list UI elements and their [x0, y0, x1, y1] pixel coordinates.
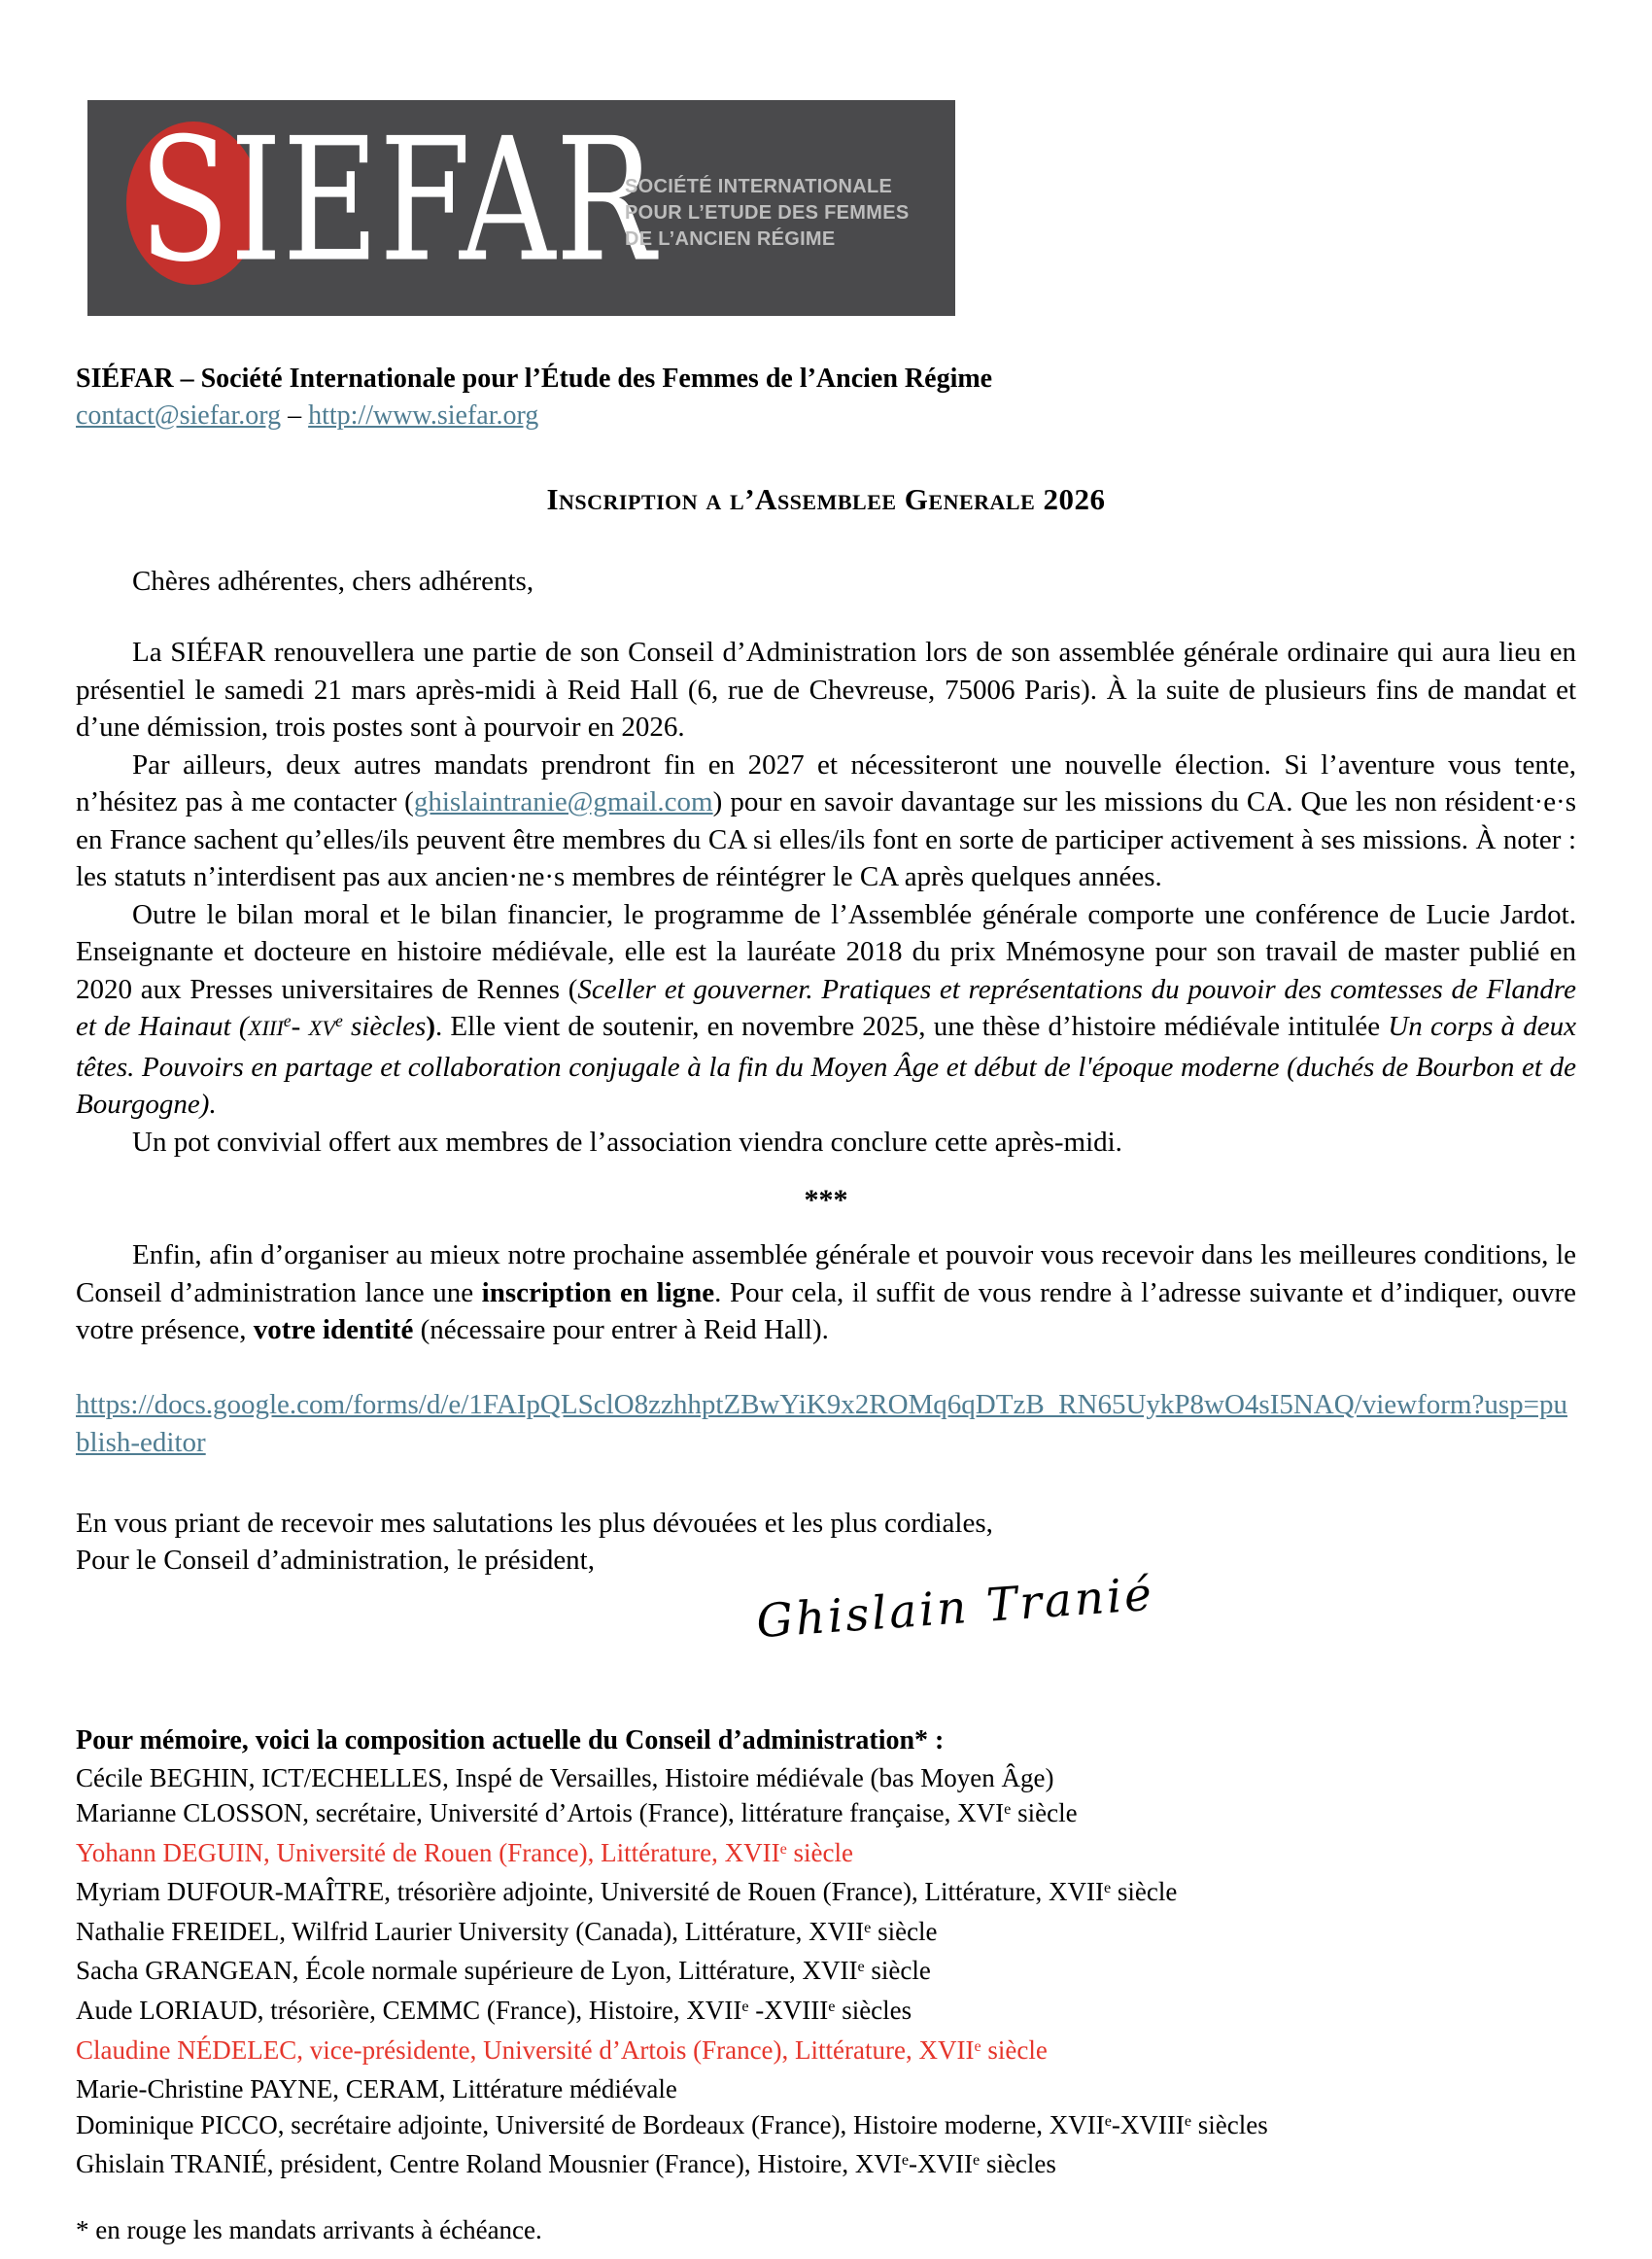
dash-separator: –	[281, 400, 309, 431]
text-segment: Sacha GRANGEAN, École normale supérieure de Lyon, Littérature, XVII	[76, 1956, 858, 1986]
council-member-row	[76, 1835, 1576, 1875]
text-segment: Ghislain TRANIÉ, président, Centre Roland Mousnier (France), Histoire, XVI	[76, 2149, 902, 2179]
text-segment: Yohann DEGUIN, Université de Rouen (France), Littérature, XVII	[76, 1837, 780, 1867]
text-segment: siècle	[1111, 1877, 1178, 1907]
farewell-block	[76, 1505, 1576, 1580]
council-member-row	[76, 1760, 1576, 1796]
council-member-row	[76, 1953, 1576, 1993]
closing-paragraph	[76, 1236, 1576, 1349]
section-separator: ***	[804, 1184, 848, 1216]
email-link[interactable]: contact@siefar.org	[76, 400, 282, 431]
text-segment: siècle	[1011, 1798, 1078, 1828]
text-segment: siècles	[980, 2149, 1056, 2179]
council-heading: Pour mémoire, voici la composition actuelle du Conseil d’administration* :	[76, 1724, 945, 1755]
logo-tagline-line: SOCIÉTÉ INTERNATIONALE	[625, 176, 893, 197]
council-member-row	[76, 1874, 1576, 1914]
text-segment: e	[901, 2151, 910, 2170]
text-segment: (nécessaire pour entrer à Reid Hall).	[413, 1314, 829, 1345]
text-segment: e	[1184, 2111, 1192, 2130]
text-segment: Claudine NÉDELEC, vice-présidente, Université d’Artois (France), Littérature, XVII	[76, 2034, 975, 2065]
text-segment: siècles	[342, 1011, 427, 1042]
body-paragraph	[76, 634, 1576, 747]
text-segment: Un pot convivial offert aux membres de l’association viendra conclure cette après-midi.	[132, 1126, 1122, 1158]
text-segment: siècles	[1191, 2109, 1268, 2139]
text-segment: ) pour en savoir davantage sur les missions du CA. Que les non résident·e·s en France sachent qu’elles/ils peuvent être membres du CA si elles/ils font en sorte de participer activement à ses missions. À noter : les statuts n’interdisent pas aux ancien·ne·s membres de réintégrer le CA après quelques années.	[76, 786, 1577, 892]
text-segment: Nathalie FREIDEL, Wilfrid Laurier University (Canada), Littérature, XVII	[76, 1916, 865, 1946]
footnote: * en rouge les mandats arrivants à échéance.	[76, 2215, 542, 2245]
text-segment: Outre le bilan moral et le bilan financier, le programme de l’Assemblée générale comporte une conférence de Lucie Jardot. Enseignante et docteure en histoire médiévale, elle est la lauréate 2018 du prix Mnémosyne pour son travail de master publié en 2020 aux Presses universitaires de Rennes (	[76, 898, 1576, 1005]
text-segment: e	[864, 1918, 872, 1936]
text-segment: -XVIII	[1111, 2109, 1185, 2139]
page-title: Inscription a l’Assemblee Generale 2026	[546, 482, 1106, 516]
form-link-paragraph	[76, 1386, 1576, 1462]
body-block	[76, 634, 1576, 1161]
text-segment: e	[1103, 1879, 1112, 1897]
closing-block	[76, 1236, 1576, 1349]
body-paragraph	[76, 1124, 1576, 1162]
text-segment: e	[335, 1011, 343, 1031]
text-segment: Myriam DUFOUR-MAÎTRE, trésorière adjointe, Université de Rouen (France), Littérature, XVII	[76, 1877, 1104, 1907]
contact-line	[76, 400, 1576, 432]
text-segment: siècles	[835, 1996, 912, 2026]
signature: Ghislain Tranié	[754, 1567, 1156, 1649]
text-segment: . Pour cela, il suffit de vous rendre à l’adresse suivante et d’indiquer, ouvre votre présence,	[76, 1276, 1577, 1345]
text-segment: La SIÉFAR renouvellera une partie de son Conseil d’Administration lors de son assemblée générale ordinaire qui aura lieu en présentiel le samedi 21 mars après-midi à Reid Hall (6, rue de Chevreuse, 75006 Paris). À la suite de plusieurs fins de mandat et d’une démission, trois postes sont à pourvoir en 2026.	[76, 637, 1576, 743]
farewell-line: Pour le Conseil d’administration, le président,	[76, 1545, 595, 1576]
text-segment: e	[857, 1958, 865, 1976]
text-segment: Cécile BEGHIN, ICT/ECHELLES, Inspé de Versailles, Histoire médiévale (bas Moyen Âge)	[76, 1762, 1054, 1792]
form-link[interactable]: https://docs.google.com/forms/d/e/1FAIpQLSclO8zzhhptZBwYiK9x2ROMq6qDTzB_RN65UykP8wO4sI5NAQ/viewform?usp=publish-editor	[76, 1388, 1567, 1458]
text-segment: siècle	[786, 1837, 853, 1867]
text-segment: inscription en ligne	[481, 1276, 715, 1308]
inline-link[interactable]: ghislaintranie@gmail.com	[413, 786, 713, 817]
text-segment: . Elle vient de soutenir, en novembre 2025, une thèse d’histoire médiévale intitulée	[434, 1011, 1389, 1042]
council-list	[76, 1760, 1576, 2187]
body-paragraph	[76, 896, 1576, 1124]
text-segment: Marianne CLOSSON, secrétaire, Université d’Artois (France), littérature française, XVI	[76, 1798, 1005, 1828]
council-member-row	[76, 2033, 1576, 2072]
text-segment: e	[974, 2036, 981, 2055]
salutation: Chères adhérentes, chers adhérents,	[132, 566, 534, 597]
text-segment: siècle	[864, 1956, 931, 1986]
text-segment: e	[828, 1997, 836, 2015]
text-segment: Sceller et gouverner. Pratiques et représentations du pouvoir des comtesses de Flandre et de Hainaut (	[76, 973, 1576, 1042]
text-segment: -XVIII	[748, 1996, 829, 2026]
text-segment: Aude LORIAUD, trésorière, CEMMC (France), Histoire, XVII	[76, 1996, 742, 2026]
council-member-row	[76, 2071, 1576, 2107]
signature-row	[76, 1567, 1576, 1683]
text-segment: XV	[308, 1016, 336, 1040]
text-segment: Un corps à deux têtes. Pouvoirs en partage et collaboration conjugale à la fin du Moyen Âge et début de l'époque moderne (duchés de Bourbon et de Bourgogne).	[76, 1011, 1576, 1120]
text-segment: -XVII	[909, 2149, 973, 2179]
text-segment: e	[1004, 1800, 1012, 1818]
logo-tagline-line: POUR L’ETUDE DES FEMMES	[625, 202, 910, 224]
text-segment: votre identité	[253, 1314, 414, 1345]
farewell-line: En vous priant de recevoir mes salutations les plus dévouées et les plus cordiales,	[76, 1507, 993, 1539]
website-link[interactable]: http://www.siefar.org	[308, 400, 539, 431]
council-member-row	[76, 1914, 1576, 1954]
text-segment: e	[779, 1839, 787, 1858]
text-segment: -	[291, 1011, 309, 1042]
council-member-row	[76, 1795, 1576, 1835]
text-segment: e	[741, 1997, 749, 2015]
text-segment: e	[1104, 2111, 1112, 2130]
council-member-row	[76, 2107, 1576, 2147]
logo-tagline-line: DE L’ANCIEN RÉGIME	[625, 228, 836, 250]
body-paragraph	[76, 747, 1576, 896]
text-segment: e	[973, 2151, 981, 2170]
council-member-row	[76, 2146, 1576, 2186]
text-segment: e	[283, 1011, 292, 1031]
council-member-row	[76, 1993, 1576, 2033]
text-segment: XIII	[248, 1016, 284, 1040]
text-segment: Marie-Christine PAYNE, CERAM, Littérature médiévale	[76, 2074, 677, 2104]
logo-image	[87, 100, 955, 316]
text-segment: Par ailleurs, deux autres mandats prendront fin en 2027 et nécessiteront une nouvelle élection. Si l’aventure vous tente, n’hésitez pas à me contacter (	[76, 748, 1576, 817]
text-segment: siècle	[981, 2034, 1048, 2065]
text-segment: siècle	[871, 1916, 938, 1946]
org-title: SIÉFAR – Société Internationale pour l’Étude des Femmes de l’Ancien Régime	[76, 364, 993, 394]
text-segment: Dominique PICCO, secrétaire adjointe, Université de Bordeaux (France), Histoire moderne, XVII	[76, 2109, 1105, 2139]
text-segment: Enfin, afin d’organiser au mieux notre prochaine assemblée générale et pouvoir vous recevoir dans les meilleures conditions, le Conseil d’administration lance une	[76, 1239, 1576, 1308]
logo-wordmark: SIEFAR	[139, 102, 656, 300]
text-segment: )	[426, 1011, 435, 1042]
logo-tagline	[625, 174, 910, 253]
